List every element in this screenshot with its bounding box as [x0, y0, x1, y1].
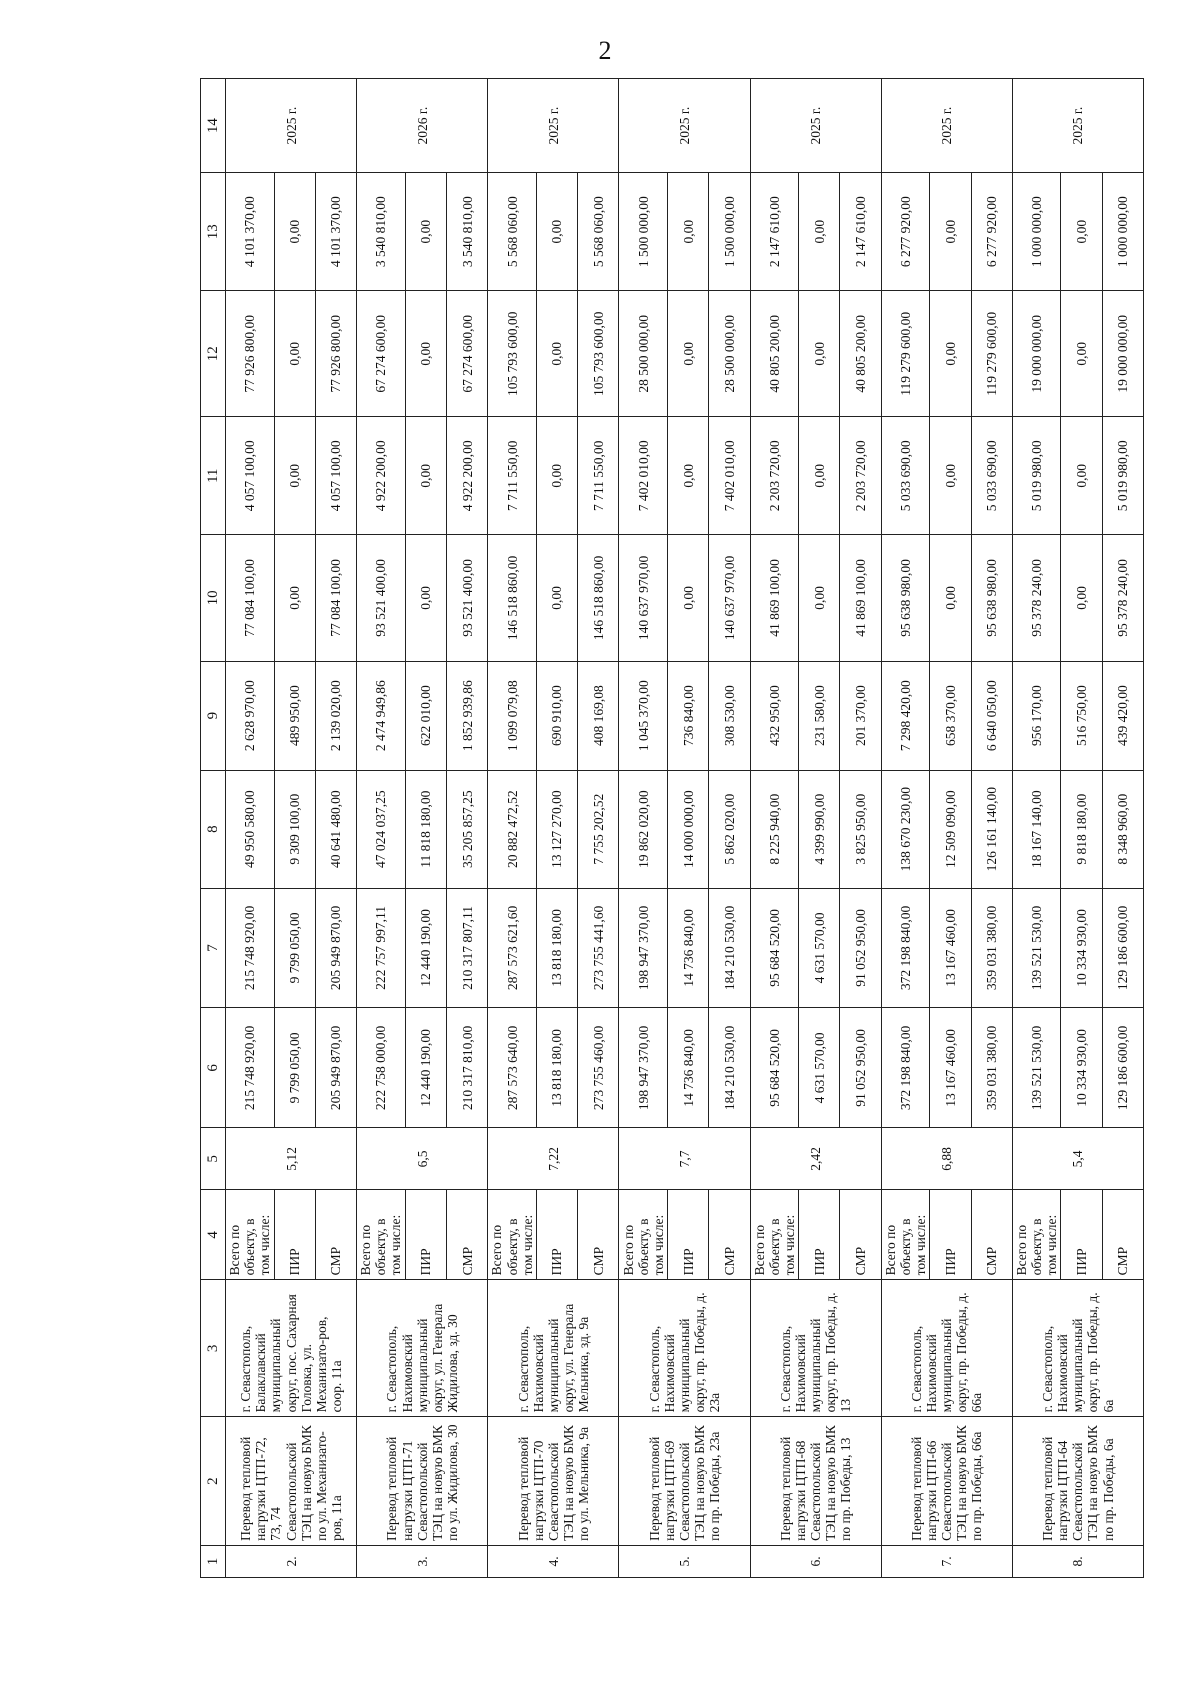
amount-cell: 47 024 037,25: [357, 770, 406, 888]
amount-cell: 139 521 530,00: [1012, 1008, 1061, 1128]
address-cell: г. Севастополь, Нахимовский муниципальный округ, ул. Генерала Жидилова, зд. 30: [357, 1280, 488, 1417]
cost-type-cell: Всего по объекту, в том числе:: [881, 1190, 930, 1280]
amount-cell: 140 637 970,00: [619, 535, 668, 661]
amount-cell: 0,00: [799, 535, 840, 661]
year-cell: 2025 г.: [1012, 79, 1143, 173]
amount-cell: 2 203 720,00: [840, 417, 881, 535]
column-header: 12: [201, 291, 226, 417]
amount-cell: 1 045 370,00: [619, 661, 668, 770]
address-cell: г. Севастополь, Балаклавский муниципальный округ, пос. Сахарная Головка, ул. Механизато-ров, соор. 11а: [226, 1280, 357, 1417]
amount-cell: 0,00: [405, 417, 446, 535]
amount-cell: 7 711 550,00: [488, 417, 537, 535]
amount-cell: 40 641 480,00: [315, 770, 356, 888]
amount-cell: 5 019 980,00: [1012, 417, 1061, 535]
amount-cell: 95 638 980,00: [881, 535, 930, 661]
capacity-cell: 2,42: [750, 1128, 881, 1190]
amount-cell: 198 947 370,00: [619, 1008, 668, 1128]
cost-type-cell: СМР: [971, 1190, 1012, 1280]
column-header: 11: [201, 417, 226, 535]
cost-type-cell: Всего по объекту, в том числе:: [226, 1190, 275, 1280]
amount-cell: 3 825 950,00: [840, 770, 881, 888]
amount-cell: 7 298 420,00: [881, 661, 930, 770]
amount-cell: 0,00: [799, 291, 840, 417]
column-header: 5: [201, 1128, 226, 1190]
page-number: 2: [598, 36, 612, 65]
amount-cell: 91 052 950,00: [840, 1008, 881, 1128]
amount-cell: 95 684 520,00: [750, 1008, 799, 1128]
amount-cell: 11 818 180,00: [405, 770, 446, 888]
amount-cell: 140 637 970,00: [709, 535, 750, 661]
amount-cell: 287 573 640,00: [488, 1008, 537, 1128]
year-cell: 2025 г.: [881, 79, 1012, 173]
amount-cell: 0,00: [930, 417, 971, 535]
amount-cell: 1 099 079,08: [488, 661, 537, 770]
address-cell: г. Севастополь, Нахимовский муниципальный округ, пр. Победы, д. 66а: [881, 1280, 1012, 1417]
amount-cell: 5 033 690,00: [971, 417, 1012, 535]
column-header: 13: [201, 173, 226, 291]
amount-cell: 40 805 200,00: [750, 291, 799, 417]
capacity-cell: 6,5: [357, 1128, 488, 1190]
amount-cell: 184 210 530,00: [709, 1008, 750, 1128]
amount-cell: 28 500 000,00: [709, 291, 750, 417]
row-index-cell: 3.: [357, 1545, 488, 1577]
year-cell: 2025 г.: [619, 79, 750, 173]
cost-type-cell: СМР: [578, 1190, 619, 1280]
amount-cell: 5 568 060,00: [488, 173, 537, 291]
amount-cell: 4 631 570,00: [799, 1008, 840, 1128]
amount-cell: 126 161 140,00: [971, 770, 1012, 888]
amount-cell: 198 947 370,00: [619, 888, 668, 1008]
cost-type-cell: Всего по объекту, в том числе:: [750, 1190, 799, 1280]
amount-cell: 77 084 100,00: [226, 535, 275, 661]
investment-table: [200, 78, 1144, 1578]
cost-type-cell: Всего по объекту, в том числе:: [619, 1190, 668, 1280]
amount-cell: 690 910,00: [536, 661, 577, 770]
amount-cell: 658 370,00: [930, 661, 971, 770]
column-header: 8: [201, 770, 226, 888]
amount-cell: 95 378 240,00: [1102, 535, 1143, 661]
address-cell: г. Севастополь, Нахимовский муниципальный округ, ул. Генерала Мельника, зд. 9а: [488, 1280, 619, 1417]
column-header: 3: [201, 1280, 226, 1417]
amount-cell: 0,00: [405, 173, 446, 291]
amount-cell: 4 922 200,00: [447, 417, 488, 535]
amount-cell: 1 852 939,86: [447, 661, 488, 770]
amount-cell: 129 186 600,00: [1102, 888, 1143, 1008]
amount-cell: 93 521 400,00: [447, 535, 488, 661]
cost-type-cell: ПИР: [274, 1190, 315, 1280]
amount-cell: 146 518 860,00: [578, 535, 619, 661]
amount-cell: 489 950,00: [274, 661, 315, 770]
table-row: [226, 79, 275, 1578]
object-name-cell: Перевод тепловой нагрузки ЦТП-64 Севастопольской ТЭЦ на новую БМК по пр. Победы, 6а: [1012, 1417, 1143, 1545]
table-row: [357, 79, 406, 1578]
amount-cell: 308 530,00: [709, 661, 750, 770]
row-index-cell: 2.: [226, 1545, 357, 1577]
amount-cell: 77 926 800,00: [226, 291, 275, 417]
row-index-cell: 6.: [750, 1545, 881, 1577]
amount-cell: 184 210 530,00: [709, 888, 750, 1008]
amount-cell: 12 440 190,00: [405, 888, 446, 1008]
amount-cell: 0,00: [1061, 173, 1102, 291]
column-header: 10: [201, 535, 226, 661]
amount-cell: 3 540 810,00: [447, 173, 488, 291]
amount-cell: 4 101 370,00: [226, 173, 275, 291]
amount-cell: 138 670 230,00: [881, 770, 930, 888]
amount-cell: 0,00: [799, 417, 840, 535]
year-cell: 2025 г.: [488, 79, 619, 173]
amount-cell: 12 509 090,00: [930, 770, 971, 888]
cost-type-cell: ПИР: [536, 1190, 577, 1280]
amount-cell: 7 755 202,52: [578, 770, 619, 888]
amount-cell: 0,00: [536, 173, 577, 291]
amount-cell: 9 799 050,00: [274, 888, 315, 1008]
amount-cell: 8 225 940,00: [750, 770, 799, 888]
amount-cell: 2 203 720,00: [750, 417, 799, 535]
amount-cell: 439 420,00: [1102, 661, 1143, 770]
amount-cell: 273 755 441,60: [578, 888, 619, 1008]
amount-cell: 0,00: [536, 535, 577, 661]
amount-cell: 35 205 857,25: [447, 770, 488, 888]
amount-cell: 0,00: [405, 291, 446, 417]
amount-cell: 10 334 930,00: [1061, 1008, 1102, 1128]
amount-cell: 19 000 000,00: [1012, 291, 1061, 417]
year-cell: 2025 г.: [226, 79, 357, 173]
amount-cell: 1 500 000,00: [709, 173, 750, 291]
amount-cell: 5 568 060,00: [578, 173, 619, 291]
table-body: [226, 79, 1144, 1578]
amount-cell: 0,00: [274, 291, 315, 417]
column-header: 2: [201, 1417, 226, 1545]
amount-cell: 5 033 690,00: [881, 417, 930, 535]
amount-cell: 0,00: [668, 173, 709, 291]
amount-cell: 41 869 100,00: [840, 535, 881, 661]
cost-type-cell: ПИР: [930, 1190, 971, 1280]
amount-cell: 93 521 400,00: [357, 535, 406, 661]
amount-cell: 359 031 380,00: [971, 888, 1012, 1008]
amount-cell: 0,00: [1061, 535, 1102, 661]
amount-cell: 6 277 920,00: [971, 173, 1012, 291]
amount-cell: 0,00: [536, 291, 577, 417]
amount-cell: 18 167 140,00: [1012, 770, 1061, 888]
object-name-cell: Перевод тепловой нагрузки ЦТП-68 Севастопольской ТЭЦ на новую БМК по пр. Победы, 13: [750, 1417, 881, 1545]
capacity-cell: 6,88: [881, 1128, 1012, 1190]
row-index-cell: 5.: [619, 1545, 750, 1577]
capacity-cell: 5,4: [1012, 1128, 1143, 1190]
amount-cell: 105 793 600,00: [488, 291, 537, 417]
amount-cell: 13 167 460,00: [930, 888, 971, 1008]
amount-cell: 67 274 600,00: [447, 291, 488, 417]
amount-cell: 12 440 190,00: [405, 1008, 446, 1128]
amount-cell: 736 840,00: [668, 661, 709, 770]
amount-cell: 6 277 920,00: [881, 173, 930, 291]
amount-cell: 0,00: [274, 173, 315, 291]
column-header: 4: [201, 1190, 226, 1280]
cost-type-cell: СМР: [840, 1190, 881, 1280]
amount-cell: 146 518 860,00: [488, 535, 537, 661]
amount-cell: 0,00: [274, 417, 315, 535]
amount-cell: 9 799 050,00: [274, 1008, 315, 1128]
cost-type-cell: СМР: [447, 1190, 488, 1280]
capacity-cell: 7,22: [488, 1128, 619, 1190]
amount-cell: 0,00: [274, 535, 315, 661]
amount-cell: 13 127 270,00: [536, 770, 577, 888]
amount-cell: 408 169,08: [578, 661, 619, 770]
amount-cell: 4 399 990,00: [799, 770, 840, 888]
amount-cell: 77 084 100,00: [315, 535, 356, 661]
table-row: [1012, 79, 1061, 1578]
amount-cell: 2 139 020,00: [315, 661, 356, 770]
amount-cell: 13 167 460,00: [930, 1008, 971, 1128]
amount-cell: 139 521 530,00: [1012, 888, 1061, 1008]
object-name-cell: Перевод тепловой нагрузки ЦТП-66 Севастопольской ТЭЦ на новую БМК по пр. Победы, 66а: [881, 1417, 1012, 1545]
amount-cell: 95 638 980,00: [971, 535, 1012, 661]
object-name-cell: Перевод тепловой нагрузки ЦТП-69 Севастопольской ТЭЦ на новую БМК по пр. Победы, 23а: [619, 1417, 750, 1545]
cost-type-cell: СМР: [709, 1190, 750, 1280]
amount-cell: 4 057 100,00: [315, 417, 356, 535]
amount-cell: 0,00: [1061, 291, 1102, 417]
amount-cell: 956 170,00: [1012, 661, 1061, 770]
column-header: 6: [201, 1008, 226, 1128]
cost-type-cell: Всего по объекту, в том числе:: [488, 1190, 537, 1280]
capacity-cell: 5,12: [226, 1128, 357, 1190]
cost-type-cell: СМР: [315, 1190, 356, 1280]
row-index-cell: 4.: [488, 1545, 619, 1577]
row-index-cell: 7.: [881, 1545, 1012, 1577]
amount-cell: 5 862 020,00: [709, 770, 750, 888]
amount-cell: 9 309 100,00: [274, 770, 315, 888]
object-name-cell: Перевод тепловой нагрузки ЦТП-71 Севастопольской ТЭЦ на новую БМК по ул. Жидилова, 30: [357, 1417, 488, 1545]
amount-cell: 287 573 621,60: [488, 888, 537, 1008]
amount-cell: 0,00: [668, 535, 709, 661]
amount-cell: 205 949 870,00: [315, 1008, 356, 1128]
year-cell: 2026 г.: [357, 79, 488, 173]
amount-cell: 0,00: [930, 173, 971, 291]
amount-cell: 119 279 600,00: [881, 291, 930, 417]
amount-cell: 2 147 610,00: [750, 173, 799, 291]
amount-cell: 7 402 010,00: [619, 417, 668, 535]
column-header: 14: [201, 79, 226, 173]
amount-cell: 0,00: [930, 535, 971, 661]
cost-type-cell: ПИР: [405, 1190, 446, 1280]
amount-cell: 14 000 000,00: [668, 770, 709, 888]
amount-cell: 0,00: [668, 291, 709, 417]
amount-cell: 372 198 840,00: [881, 1008, 930, 1128]
amount-cell: 516 750,00: [1061, 661, 1102, 770]
amount-cell: 4 922 200,00: [357, 417, 406, 535]
amount-cell: 359 031 380,00: [971, 1008, 1012, 1128]
amount-cell: 129 186 600,00: [1102, 1008, 1143, 1128]
amount-cell: 95 684 520,00: [750, 888, 799, 1008]
cost-type-cell: Всего по объекту, в том числе:: [1012, 1190, 1061, 1280]
amount-cell: 205 949 870,00: [315, 888, 356, 1008]
year-cell: 2025 г.: [750, 79, 881, 173]
amount-cell: 231 580,00: [799, 661, 840, 770]
cost-type-cell: ПИР: [1061, 1190, 1102, 1280]
column-header: 9: [201, 661, 226, 770]
amount-cell: 10 334 930,00: [1061, 888, 1102, 1008]
amount-cell: 215 748 920,00: [226, 888, 275, 1008]
cost-type-cell: Всего по объекту, в том числе:: [357, 1190, 406, 1280]
amount-cell: 4 057 100,00: [226, 417, 275, 535]
cost-type-cell: ПИР: [799, 1190, 840, 1280]
amount-cell: 1 000 000,00: [1012, 173, 1061, 291]
table-row: [750, 79, 799, 1578]
amount-cell: 41 869 100,00: [750, 535, 799, 661]
table-row: [619, 79, 668, 1578]
address-cell: г. Севастополь, Нахимовский муниципальный округ, пр. Победы, д. 6а: [1012, 1280, 1143, 1417]
table-row: [881, 79, 930, 1578]
address-cell: г. Севастополь, Нахимовский муниципальный округ, пр. Победы, д. 23а: [619, 1280, 750, 1417]
column-header: 1: [201, 1545, 226, 1577]
amount-cell: 622 010,00: [405, 661, 446, 770]
amount-cell: 7 711 550,00: [578, 417, 619, 535]
amount-cell: 95 378 240,00: [1012, 535, 1061, 661]
capacity-cell: 7,7: [619, 1128, 750, 1190]
amount-cell: 210 317 810,00: [447, 1008, 488, 1128]
amount-cell: 9 818 180,00: [1061, 770, 1102, 888]
amount-cell: 40 805 200,00: [840, 291, 881, 417]
amount-cell: 5 019 980,00: [1102, 417, 1143, 535]
amount-cell: 4 631 570,00: [799, 888, 840, 1008]
amount-cell: 77 926 800,00: [315, 291, 356, 417]
row-index-cell: 8.: [1012, 1545, 1143, 1577]
amount-cell: 13 818 180,00: [536, 1008, 577, 1128]
amount-cell: 0,00: [668, 417, 709, 535]
amount-cell: 14 736 840,00: [668, 888, 709, 1008]
amount-cell: 432 950,00: [750, 661, 799, 770]
object-name-cell: Перевод тепловой нагрузки ЦТП-70 Севастопольской ТЭЦ на новую БМК по ул. Мельника, 9а: [488, 1417, 619, 1545]
table-row: [488, 79, 537, 1578]
amount-cell: 0,00: [1061, 417, 1102, 535]
amount-cell: 2 628 970,00: [226, 661, 275, 770]
amount-cell: 1 000 000,00: [1102, 173, 1143, 291]
header-row: [201, 79, 226, 1578]
amount-cell: 0,00: [536, 417, 577, 535]
amount-cell: 222 757 997,11: [357, 888, 406, 1008]
amount-cell: 67 274 600,00: [357, 291, 406, 417]
amount-cell: 7 402 010,00: [709, 417, 750, 535]
amount-cell: 4 101 370,00: [315, 173, 356, 291]
amount-cell: 2 147 610,00: [840, 173, 881, 291]
amount-cell: 3 540 810,00: [357, 173, 406, 291]
amount-cell: 105 793 600,00: [578, 291, 619, 417]
amount-cell: 19 862 020,00: [619, 770, 668, 888]
amount-cell: 201 370,00: [840, 661, 881, 770]
amount-cell: 215 748 920,00: [226, 1008, 275, 1128]
amount-cell: 6 640 050,00: [971, 661, 1012, 770]
object-name-cell: Перевод тепловой нагрузки ЦТП-72, 73, 74 Севастопольской ТЭЦ на новую БМК по ул. Механизато-ров, 11а: [226, 1417, 357, 1545]
amount-cell: 222 758 000,00: [357, 1008, 406, 1128]
amount-cell: 28 500 000,00: [619, 291, 668, 417]
amount-cell: 0,00: [930, 291, 971, 417]
amount-cell: 20 882 472,52: [488, 770, 537, 888]
amount-cell: 2 474 949,86: [357, 661, 406, 770]
amount-cell: 91 052 950,00: [840, 888, 881, 1008]
amount-cell: 273 755 460,00: [578, 1008, 619, 1128]
amount-cell: 14 736 840,00: [668, 1008, 709, 1128]
amount-cell: 372 198 840,00: [881, 888, 930, 1008]
amount-cell: 1 500 000,00: [619, 173, 668, 291]
amount-cell: 0,00: [799, 173, 840, 291]
amount-cell: 210 317 807,11: [447, 888, 488, 1008]
amount-cell: 0,00: [405, 535, 446, 661]
amount-cell: 19 000 000,00: [1102, 291, 1143, 417]
address-cell: г. Севастополь, Нахимовский муниципальный округ, пр. Победы, д. 13: [750, 1280, 881, 1417]
amount-cell: 49 950 580,00: [226, 770, 275, 888]
rotated-table-container: [200, 78, 1144, 1578]
cost-type-cell: ПИР: [668, 1190, 709, 1280]
amount-cell: 13 818 180,00: [536, 888, 577, 1008]
amount-cell: 119 279 600,00: [971, 291, 1012, 417]
column-header: 7: [201, 888, 226, 1008]
cost-type-cell: СМР: [1102, 1190, 1143, 1280]
amount-cell: 8 348 960,00: [1102, 770, 1143, 888]
